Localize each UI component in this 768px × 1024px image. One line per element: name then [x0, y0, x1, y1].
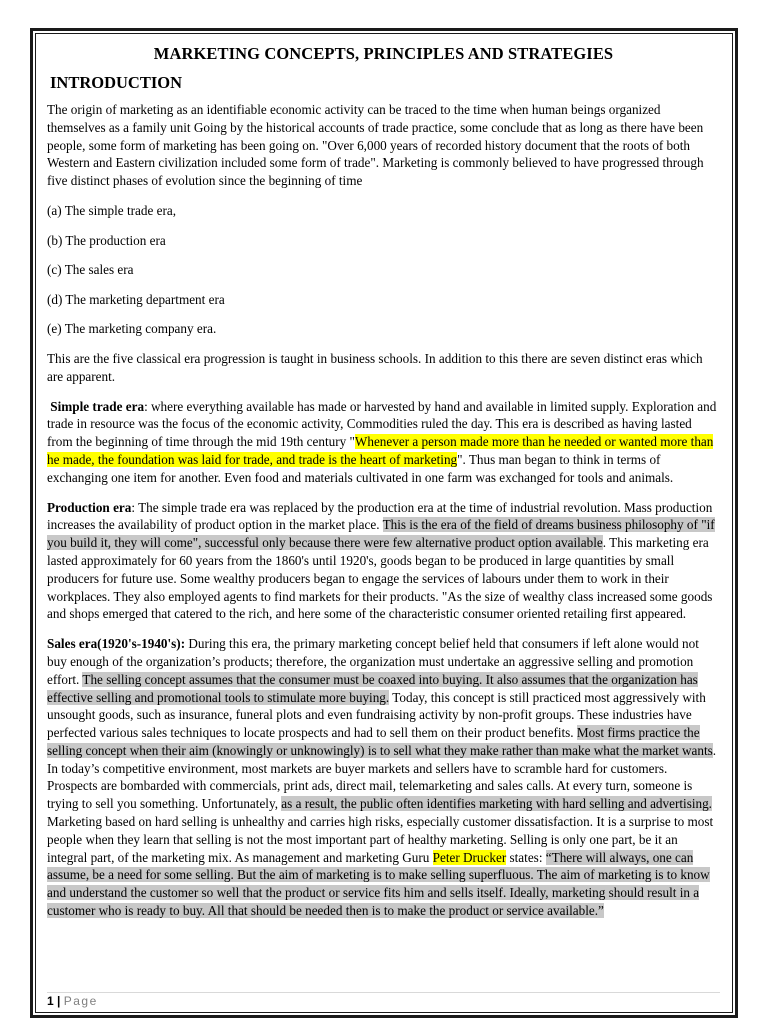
section-heading-introduction: INTRODUCTION: [50, 73, 183, 92]
sales-text: states:: [506, 849, 546, 865]
footer-separator: |: [57, 994, 61, 1008]
sales-paragraph: [47, 635, 720, 920]
production-text: : The simple trade era was replaced by the production era at the time of industrial revolution. Mass production increases the availability of product option in the market place.: [47, 499, 713, 533]
era-item: (d) The marketing department era: [47, 291, 225, 307]
production-paragraph: [47, 499, 720, 624]
sales-highlight: as a result, the public often identifies marketing with hard selling and advertising.: [281, 796, 712, 812]
simple-trade-text-end: ". Thus man began to think in terms of exchanging one item for another. Even food and materials cultivated in one farm was exchanged for tools and animals.: [47, 451, 674, 485]
era-item: (e) The marketing company era.: [47, 321, 217, 337]
production-text-end: . This marketing era lasted approximately for 60 years from the 1860's until 1920's, goods began to be produced in large quantities by small producers for future use. Some wealthy producers began to engage the services of labours under them to work in their workplaces. They also employed agents to find markets for their products. "As the size of wealthy class increased some goods and shops emerged that catered to the rich, and here some of the characteristic consumer oriented retailing first appeared.: [47, 535, 713, 622]
era-item: (c) The sales era: [47, 262, 134, 278]
sales-text: . In today’s competitive environment, most markets are buyer markets and sellers have to scramble hard for customers. Prospects are bombarded with commercials, print ads, direct mail, telemarketing and sales calls. At every turn, someone is trying to sell you something. Unfortunately,: [47, 742, 717, 812]
eras-list: [47, 202, 720, 338]
era-item: (b) The production era: [47, 232, 166, 248]
simple-trade-highlight: Whenever a person made more than he needed or wanted more than he made, the foundation was laid for trade, and trade is the heart of marketing: [47, 434, 714, 467]
footer-divider: [47, 992, 720, 993]
production-label: Production era: [47, 499, 132, 515]
drucker-quote-highlight: “There will always, one can assume, be a need for some selling. But the aim of marketing is to make selling superfluous. The aim of marketing is to know and understand the customer so well that the product or service fits him and sells itself. Ideally, marketing should result in a customer who is ready to buy. All that should be needed then is to make the product or service available.”: [47, 849, 710, 919]
sales-text: Marketing based on hard selling is unhealthy and carries high risks, especially customer dissatisfaction. It is a surprise to most people when they learn that selling is not the most important part of healthy marketing. Selling is only one part, be it an integral part, of the marketing mix. As management and marketing Guru: [47, 814, 714, 865]
classical-paragraph: This are the five classical era progression is taught in business schools. In addition to this there are seven distinct eras which are apparent.: [47, 350, 703, 384]
sales-text: Today, this concept is still practiced most aggressively with unsought goods, such as insurance, funeral plots and even fundraising activity by non-profit groups. These industries have perfected various sales techniques to locate prospects and had to sell them on their product benefits.: [47, 689, 706, 741]
sales-highlight: The selling concept assumes that the consumer must be coaxed into buying. It also assumes that the organization has effective selling and promotional tools to stimulate more buying.: [47, 671, 698, 705]
simple-trade-paragraph: [47, 398, 720, 487]
sales-text: During this era, the primary marketing concept belief held that consumers if left alone would not buy enough of the organization’s products; therefore, the organization must undertake an aggressive selling and promotion effort.: [47, 636, 699, 687]
sales-highlight: Most firms practice the selling concept when their aim (knowingly or unknowingly) is to sell what they make rather than make what the market wants: [47, 725, 713, 758]
production-highlight: This is the era of the field of dreams business philosophy of "if you build it, they will come", successful only because there were few alternative product option available: [47, 517, 715, 551]
document-body: [47, 40, 720, 932]
simple-trade-text: : where everything available has made or harvested by hand and available in limited supply. Exploration and trade in resource was the focus of the economic activity, Commodities ruled the day. This era is described as having lasted from the beginning of time through the mid 19th century ": [47, 398, 717, 450]
page-label: Page: [63, 994, 98, 1008]
intro-paragraph: The origin of marketing as an identifiable economic activity can be traced to the time when human beings organized themselves as a family unit Going by the historical accounts of trade practice, some conclude that as long as there have been people, some form of marketing has been going on. "Over 6,000 years of recorded history document that the roots of both Western and Eastern civilization included some form of trade". Marketing is commonly believed to have progressed through five distinct phases of evolution since the beginning of time: [47, 102, 704, 189]
peter-drucker-highlight: Peter Drucker: [432, 849, 507, 865]
document-title: MARKETING CONCEPTS, PRINCIPLES AND STRATEGIES: [153, 44, 614, 63]
era-item: (a) The simple trade era,: [47, 202, 177, 218]
simple-trade-label: Simple trade era: [50, 398, 145, 414]
page-number: 1: [47, 994, 54, 1008]
page-footer: [47, 994, 98, 1008]
sales-label: Sales era(1920's-1940's):: [47, 636, 186, 652]
